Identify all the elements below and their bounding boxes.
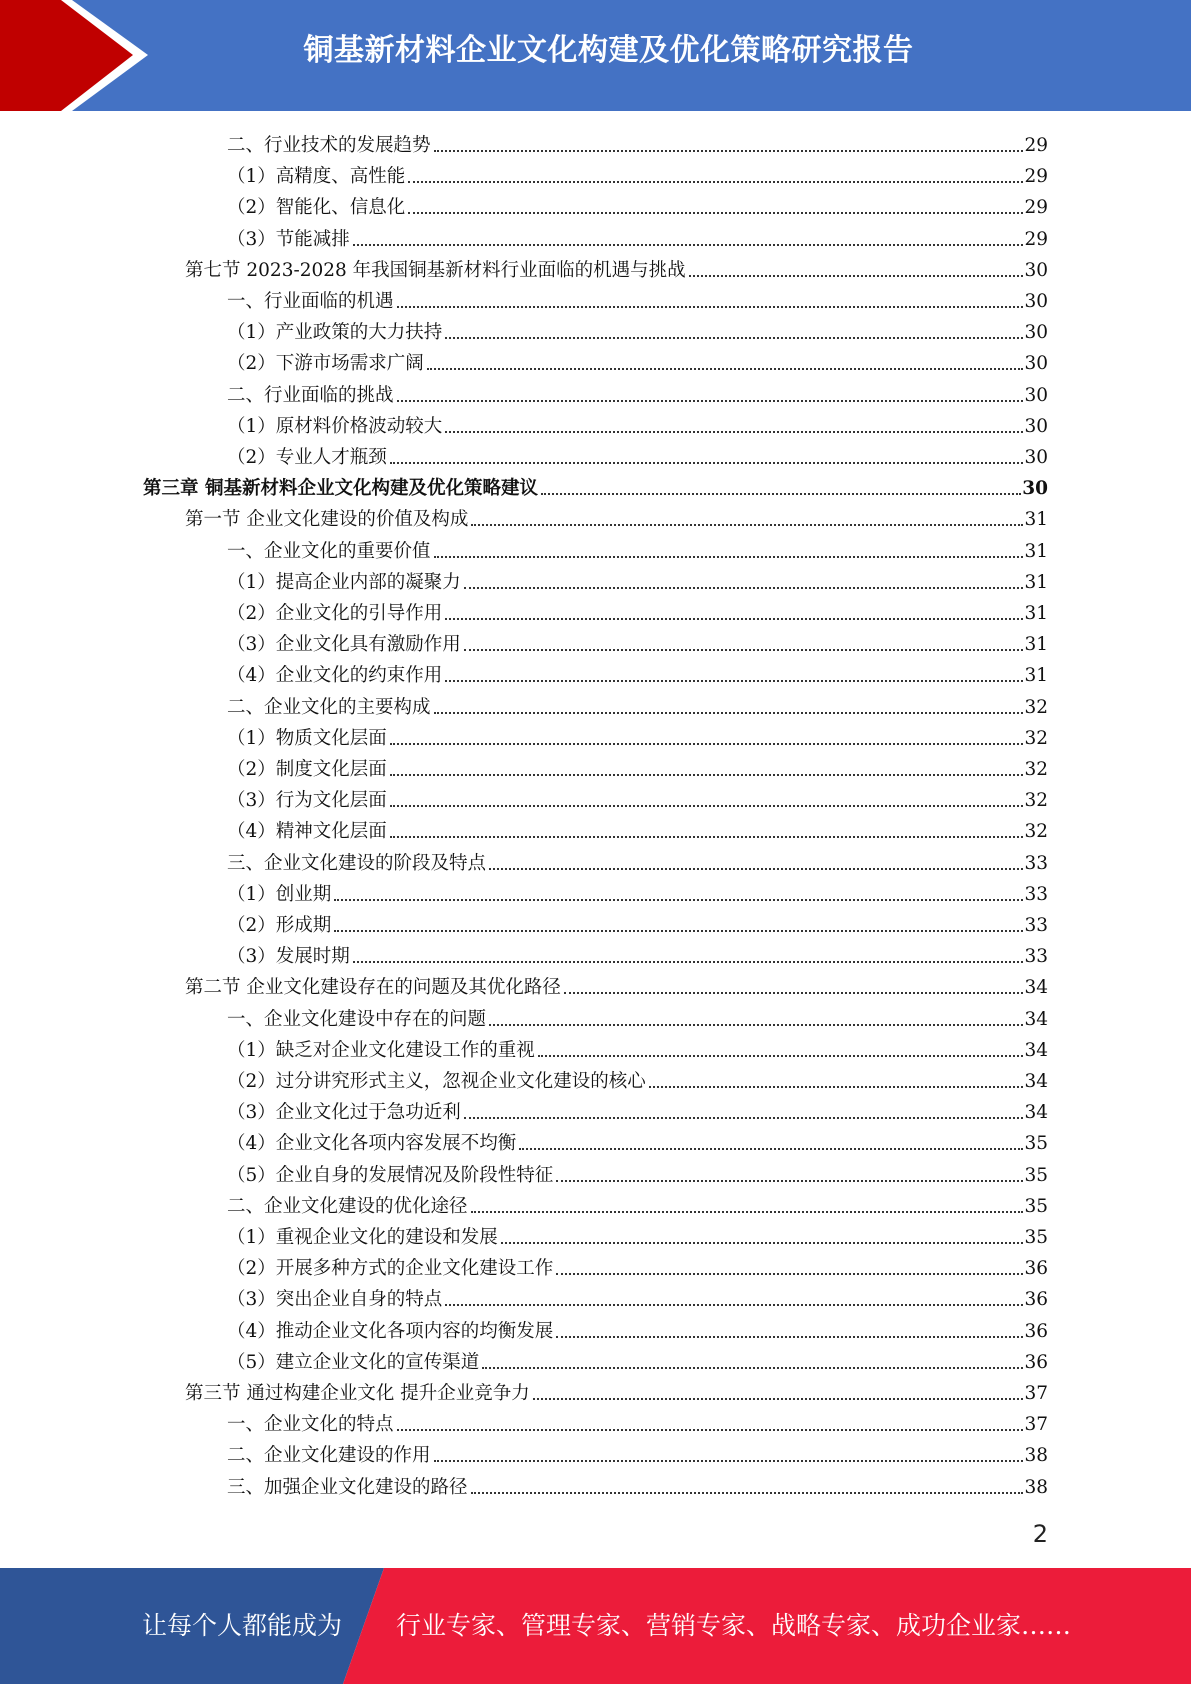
toc-entry[interactable] — [227, 1437, 1048, 1468]
toc-entry-title: 一、企业文化建设中存在的问题 — [227, 1009, 487, 1030]
toc-leader-dots — [445, 680, 1023, 682]
toc-entry-title: （1）高精度、高性能 — [227, 166, 406, 187]
toc-entry[interactable] — [227, 782, 1048, 813]
toc-entry-page: 33 — [1024, 946, 1048, 967]
toc-leader-dots — [489, 868, 1023, 870]
toc-entry[interactable] — [227, 377, 1048, 408]
toc-leader-dots — [649, 1086, 1024, 1088]
toc-entry-title: （3）行为文化层面 — [227, 790, 387, 811]
toc-entry-page: 30 — [1022, 478, 1048, 499]
toc-entry-title: （4）精神文化层面 — [227, 821, 387, 842]
toc-entry[interactable] — [227, 1406, 1048, 1437]
toc-leader-dots — [334, 930, 1023, 932]
toc-entry-page: 32 — [1024, 697, 1048, 718]
toc-entry[interactable] — [185, 501, 1048, 532]
toc-leader-dots — [397, 400, 1024, 402]
toc-entry-page: 31 — [1024, 634, 1048, 655]
toc-entry[interactable] — [227, 408, 1048, 439]
toc-leader-dots — [556, 1336, 1023, 1338]
toc-entry-page: 37 — [1024, 1414, 1048, 1435]
toc-entry-title: 第三章 铜基新材料企业文化构建及优化策略建议 — [143, 478, 538, 499]
toc-leader-dots — [334, 899, 1023, 901]
page-footer — [0, 1568, 1191, 1684]
toc-entry-page: 33 — [1024, 915, 1048, 936]
toc-leader-dots — [445, 1304, 1023, 1306]
toc-entry-page: 32 — [1024, 821, 1048, 842]
toc-entry-title: 三、加强企业文化建设的路径 — [227, 1477, 468, 1498]
toc-entry-title: （3）突出企业自身的特点 — [227, 1289, 443, 1310]
toc-entry[interactable] — [185, 252, 1048, 283]
toc-leader-dots — [538, 1055, 1024, 1057]
toc-leader-dots — [390, 462, 1024, 464]
toc-leader-dots — [390, 836, 1024, 838]
toc-entry[interactable] — [227, 283, 1048, 314]
toc-entry-title: （2）开展多种方式的企业文化建设工作 — [227, 1258, 554, 1279]
toc-leader-dots — [390, 805, 1024, 807]
toc-entry-page: 36 — [1024, 1258, 1048, 1279]
toc-leader-dots — [390, 774, 1024, 776]
toc-entry[interactable] — [227, 845, 1048, 876]
toc-entry-title: （1）原材料价格波动较大 — [227, 416, 443, 437]
toc-leader-dots — [397, 306, 1024, 308]
toc-entry-title: （1）产业政策的大力扶持 — [227, 322, 443, 343]
toc-leader-dots — [471, 1492, 1024, 1494]
toc-entry-title: （5）企业自身的发展情况及阶段性特征 — [227, 1165, 554, 1186]
toc-entry[interactable] — [227, 751, 1048, 782]
toc-leader-dots — [501, 1242, 1024, 1244]
toc-entry[interactable] — [227, 1313, 1048, 1344]
toc-entry-title: 二、行业面临的挑战 — [227, 385, 394, 406]
toc-leader-dots — [397, 1429, 1024, 1431]
toc-leader-dots — [464, 587, 1024, 589]
toc-leader-dots — [390, 743, 1024, 745]
toc-leader-dots — [533, 1398, 1024, 1400]
toc-leader-dots — [434, 150, 1024, 152]
toc-entry-title: （5）建立企业文化的宣传渠道 — [227, 1352, 480, 1373]
toc-entry-title: （4）企业文化各项内容发展不均衡 — [227, 1133, 517, 1154]
toc-entry-title: （2）专业人才瓶颈 — [227, 447, 387, 468]
toc-entry-page: 36 — [1024, 1289, 1048, 1310]
toc-leader-dots — [353, 244, 1024, 246]
toc-entry-title: （4）推动企业文化各项内容的均衡发展 — [227, 1321, 554, 1342]
toc-entry[interactable] — [227, 158, 1048, 189]
footer-slogan-roles: 行业专家、管理专家、营销专家、战略专家、成功企业家…… — [396, 1611, 1072, 1640]
toc-entry[interactable] — [227, 938, 1048, 969]
toc-entry[interactable] — [227, 189, 1048, 220]
toc-entry-page: 36 — [1024, 1321, 1048, 1342]
toc-entry[interactable] — [227, 1281, 1048, 1312]
toc-entry[interactable] — [227, 689, 1048, 720]
toc-entry-page: 34 — [1024, 1009, 1048, 1030]
toc-leader-dots — [471, 524, 1023, 526]
toc-entry[interactable] — [227, 876, 1048, 907]
toc-leader-dots — [564, 992, 1024, 994]
toc-entry[interactable] — [227, 564, 1048, 595]
toc-leader-dots — [434, 1460, 1024, 1462]
toc-entry[interactable] — [227, 1188, 1048, 1219]
toc-entry-page: 32 — [1024, 759, 1048, 780]
footer-slogan-lead: 让每个人都能成为 — [142, 1611, 343, 1640]
toc-entry-page: 32 — [1024, 728, 1048, 749]
toc-entry-page: 31 — [1024, 603, 1048, 624]
toc-entry-title: （1）物质文化层面 — [227, 728, 387, 749]
toc-leader-dots — [541, 493, 1021, 495]
toc-entry-page: 29 — [1024, 135, 1048, 156]
toc-entry[interactable] — [185, 969, 1048, 1000]
toc-entry-title: 三、企业文化建设的阶段及特点 — [227, 853, 487, 874]
toc-entry-title: （1）创业期 — [227, 884, 332, 905]
toc-entry[interactable] — [227, 595, 1048, 626]
toc-entry-page: 29 — [1024, 166, 1048, 187]
toc-entry-title: 二、企业文化建设的作用 — [227, 1445, 431, 1466]
toc-leader-dots — [556, 1273, 1023, 1275]
toc-entry-title: （2）形成期 — [227, 915, 332, 936]
toc-leader-dots — [408, 181, 1023, 183]
toc-entry-page: 30 — [1024, 385, 1048, 406]
toc-entry-title: （1）缺乏对企业文化建设工作的重视 — [227, 1040, 535, 1061]
toc-entry[interactable] — [143, 470, 1048, 501]
toc-entry-title: （2）智能化、信息化 — [227, 197, 406, 218]
toc-leader-dots — [464, 1117, 1024, 1119]
toc-entry-page: 30 — [1024, 416, 1048, 437]
toc-entry[interactable] — [227, 439, 1048, 470]
toc-entry-page: 30 — [1024, 322, 1048, 343]
toc-entry[interactable] — [227, 657, 1048, 688]
toc-entry-title: 一、企业文化的重要价值 — [227, 541, 431, 562]
toc-entry-page: 34 — [1024, 1040, 1048, 1061]
toc-leader-dots — [556, 1180, 1023, 1182]
toc-entry-title: （3）企业文化过于急功近利 — [227, 1102, 461, 1123]
toc-entry[interactable] — [227, 533, 1048, 564]
toc-entry-page: 32 — [1024, 790, 1048, 811]
toc-entry-page: 30 — [1024, 260, 1048, 281]
toc-entry-page: 35 — [1024, 1133, 1048, 1154]
toc-entry-page: 31 — [1024, 572, 1048, 593]
toc-leader-dots — [445, 337, 1023, 339]
toc-entry-page: 34 — [1024, 1071, 1048, 1092]
toc-leader-dots — [489, 1024, 1023, 1026]
toc-entry[interactable] — [227, 1032, 1048, 1063]
toc-entry-title: （3）企业文化具有激励作用 — [227, 634, 461, 655]
toc-entry[interactable] — [227, 1157, 1048, 1188]
toc-entry-page: 29 — [1024, 229, 1048, 250]
toc-entry-page: 37 — [1024, 1383, 1048, 1404]
toc-entry[interactable] — [227, 626, 1048, 657]
toc-entry-page: 36 — [1024, 1352, 1048, 1373]
toc-leader-dots — [689, 275, 1024, 277]
toc-entry[interactable] — [227, 1094, 1048, 1125]
toc-entry-page: 35 — [1024, 1165, 1048, 1186]
toc-entry-title: 二、企业文化建设的优化途径 — [227, 1196, 468, 1217]
toc-entry-title: 第七节 2023-2028 年我国铜基新材料行业面临的机遇与挑战 — [185, 260, 686, 281]
toc-entry[interactable] — [227, 1219, 1048, 1250]
toc-entry-page: 34 — [1024, 977, 1048, 998]
toc-entry-title: 第二节 企业文化建设存在的问题及其优化路径 — [185, 977, 561, 998]
toc-leader-dots — [464, 649, 1024, 651]
report-title: 铜基新材料企业文化构建及优化策略研究报告 — [303, 33, 914, 68]
toc-entry[interactable] — [227, 1125, 1048, 1156]
toc-entry-title: （2）企业文化的引导作用 — [227, 603, 443, 624]
toc-entry[interactable] — [227, 221, 1048, 252]
toc-entry[interactable] — [227, 1344, 1048, 1375]
toc-entry[interactable] — [227, 1063, 1048, 1094]
toc-entry-page: 33 — [1024, 853, 1048, 874]
toc-entry[interactable] — [227, 127, 1048, 158]
toc-entry-title: （2）过分讲究形式主义，忽视企业文化建设的核心 — [227, 1071, 646, 1092]
toc-entry-page: 31 — [1024, 541, 1048, 562]
toc-entry-title: （1）提高企业内部的凝聚力 — [227, 572, 461, 593]
toc-entry-title: 一、行业面临的机遇 — [227, 291, 394, 312]
toc-entry-page: 35 — [1024, 1196, 1048, 1217]
toc-entry-page: 33 — [1024, 884, 1048, 905]
toc-leader-dots — [482, 1367, 1023, 1369]
toc-entry-page: 30 — [1024, 353, 1048, 374]
toc-leader-dots — [445, 431, 1023, 433]
toc-entry-title: （3）发展时期 — [227, 946, 350, 967]
toc-entry-title: 二、行业技术的发展趋势 — [227, 135, 431, 156]
toc-entry-title: （3）节能减排 — [227, 229, 350, 250]
toc-leader-dots — [445, 618, 1023, 620]
page-header — [0, 0, 1191, 111]
toc-entry[interactable] — [227, 314, 1048, 345]
toc-entry[interactable] — [185, 1375, 1048, 1406]
toc-entry-page: 34 — [1024, 1102, 1048, 1123]
toc-entry[interactable] — [227, 1001, 1048, 1032]
toc-entry-title: 一、企业文化的特点 — [227, 1414, 394, 1435]
toc-entry-page: 38 — [1024, 1445, 1048, 1466]
toc-entry-page: 30 — [1024, 291, 1048, 312]
toc-entry[interactable] — [227, 907, 1048, 938]
toc-entry[interactable] — [227, 720, 1048, 751]
toc-entry[interactable] — [227, 813, 1048, 844]
toc-leader-dots — [471, 1211, 1024, 1213]
toc-leader-dots — [519, 1148, 1023, 1150]
toc-entry-page: 29 — [1024, 197, 1048, 218]
toc-entry-page: 35 — [1024, 1227, 1048, 1248]
toc-entry[interactable] — [227, 1250, 1048, 1281]
toc-entry-title: （1）重视企业文化的建设和发展 — [227, 1227, 498, 1248]
toc-entry-title: （2）制度文化层面 — [227, 759, 387, 780]
toc-entry-page: 31 — [1024, 665, 1048, 686]
toc-entry-page: 38 — [1024, 1477, 1048, 1498]
toc-entry-page: 30 — [1024, 447, 1048, 468]
toc-entry-title: 第一节 企业文化建设的价值及构成 — [185, 509, 469, 530]
toc-leader-dots — [353, 961, 1024, 963]
toc-entry-title: 二、企业文化的主要构成 — [227, 697, 431, 718]
toc-entry-title: （2）下游市场需求广阔 — [227, 353, 424, 374]
toc-leader-dots — [408, 212, 1023, 214]
toc-entry-title: （4）企业文化的约束作用 — [227, 665, 443, 686]
toc-entry-page: 31 — [1024, 509, 1048, 530]
toc-leader-dots — [427, 368, 1024, 370]
toc-entry[interactable] — [227, 1469, 1048, 1500]
toc-leader-dots — [434, 556, 1024, 558]
toc-entry[interactable] — [227, 345, 1048, 376]
page-number: 2 — [1032, 1520, 1048, 1548]
toc-entry-title: 第三节 通过构建企业文化 提升企业竞争力 — [185, 1383, 530, 1404]
toc-leader-dots — [434, 712, 1024, 714]
